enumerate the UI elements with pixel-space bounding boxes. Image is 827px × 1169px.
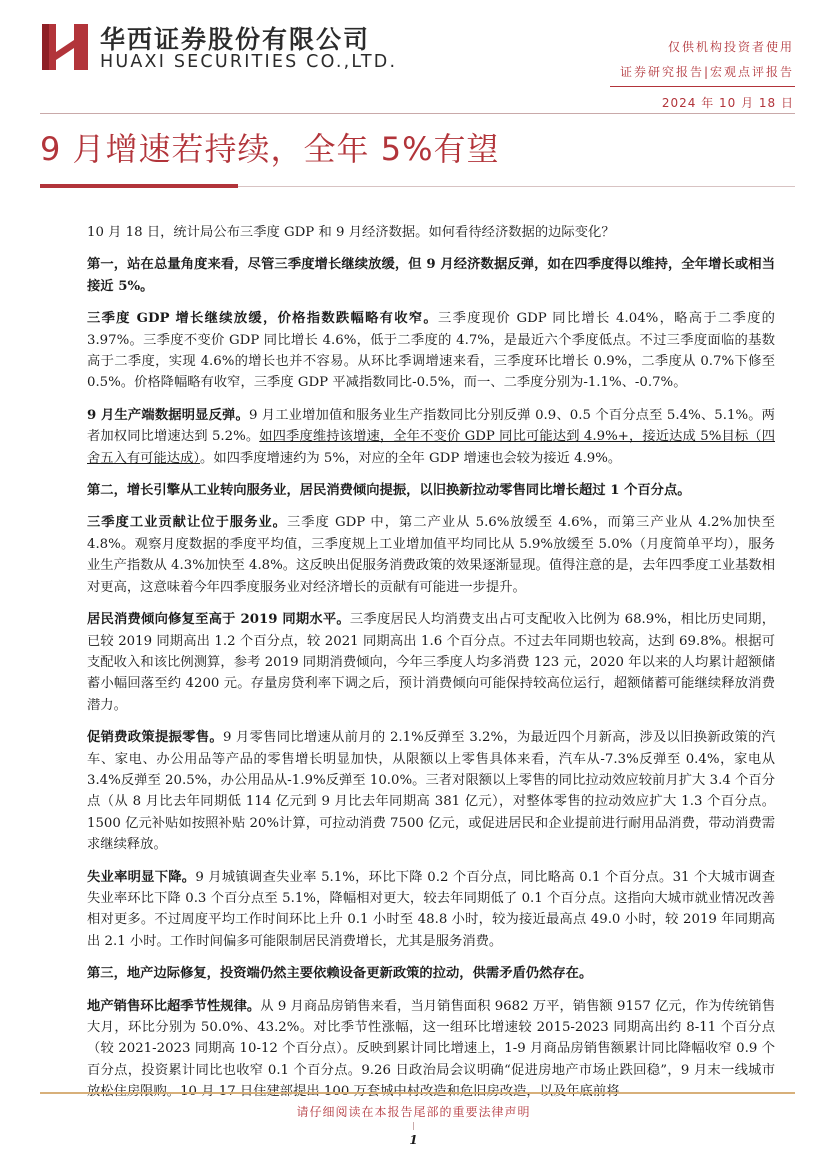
paragraph-lead: 9 月生产端数据明显反弹。 xyxy=(87,407,249,423)
paragraph-lead: 三季度 GDP 增长继续放缓，价格指数跌幅略有收窄。 xyxy=(87,311,439,327)
report-type: 证券研究报告|宏观点评报告 xyxy=(619,65,794,79)
huaxi-logo-icon xyxy=(40,22,90,72)
legal-notice: 请仔细阅读在本报告尾部的重要法律声明 xyxy=(296,1105,531,1119)
company-name-en: HUAXI SECURITIES CO.,LTD. xyxy=(100,52,398,72)
header-rule xyxy=(40,113,795,114)
paragraph-lead: 促销费政策提振零售。 xyxy=(87,730,223,746)
section-heading-1: 第一，站在总量角度来看，尽管三季度增长继续放缓，但 9 月经济数据反弹，如在四季度得以维持，全年增长或相当接近 5%。 xyxy=(87,257,775,294)
company-name-cn: 华西证券股份有限公司 xyxy=(100,25,371,54)
intro-paragraph: 10 月 18 日，统计局公布三季度 GDP 和 9 月经济数据。如何看待经济数据的边际变化？ xyxy=(87,225,615,240)
paragraph-text: 三季度现价 GDP 同比增长 4.04%，略高于二季度的 3.97%。三季度不变价 GDP 同比增长 4.6%，低于二季度的 4.7%，是最近六个季度低点。不过三季度面临的基数高于二季度，实现 4.6%的增长也并不容易。从环比季调增速来看，三季度环比增长 0.9%，二季度从 0.7%下修至 0.5%。价格降幅略有收窄，三季度 GDP 平减指数同比-0.5%，而一、二季度分别为-1.1%、-0.7%。 xyxy=(87,311,775,391)
paragraph-retail xyxy=(87,727,775,855)
audience-note: 仅供机构投资者使用 xyxy=(667,40,794,54)
paragraph-text: 三季度 GDP 中，第二产业从 5.6%放缓至 4.6%，而第三产业从 4.2%加快至 4.8%。观察月度数据的季度平均值，三季度规上工业增加值平均同比从 5.9%放缓至 5.0%（月度简单平均），服务业生产指数从 4.3%加快至 4.8%。这反映出促服务消费政策的效果逐渐显现。值得注意的是，去年四季度工业基数相对更高，这意味着今年四季度服务业对经济增长的贡献有可能进一步提升。 xyxy=(87,515,775,595)
page-number: 1 xyxy=(409,1133,418,1147)
underlined-text: 如四季度维持该增速，全年不变价 GDP 同比可能达到 4.9%+，接近达成 5%目标（四舍五入有可能达成） xyxy=(87,429,775,466)
paragraph-text: 9 月零售同比增速从前月的 2.1%反弹至 3.2%，为最近四个月新高，涉及以旧换新政策的汽车、家电、办公用品等产品的零售增长明显加快，从限额以上零售具体来看，汽车从-7.3%反弹至 0.4%，家电从 3.4%反弹至 20.5%，办公用品从-1.9%反弹至 10.0%。三者对限额以上零售的同比拉动效应较前月扩大 3.4 个百分点（从 8 月比去年同期低 114 亿元到 9 月比去年同期高 381 亿元），对整体零售的拉动效应扩大 1.3 个百分点。1500 亿元补贴如按照补贴 20%计算，可拉动消费 7500 亿元，或促进居民和企业提前进行耐用品消费，带动消费需求继续释放。 xyxy=(87,730,776,853)
header-divider xyxy=(610,86,795,87)
paragraph-unemployment xyxy=(87,867,775,953)
paragraph-lead: 地产销售环比超季节性规律。 xyxy=(87,998,261,1014)
paragraph-text: 从 9 月商品房销售来看，当月销售面积 9682 万平，销售额 9157 亿元，作为传统销售大月，环比分别为 50.0%、43.2%。对比季节性涨幅，这一组环比增速较 2015-2023 同期高出约 8-11 个百分点（较 2021-2023 同期高 10-12 个百分点）。反映到累计同比增速上，1-9 月商品房销售额累计同比降幅收窄 0.9 个百分点，投资累计同比也收窄 0.1 个百分点。9.26 日政治局会议明确“促进房地产市场止跌回稳”，9 月末一线城市 xyxy=(87,998,776,1078)
section-heading-3: 第三，地产边际修复，投资端仍然主要依赖设备更新政策的拉动，供需矛盾仍然存在。 xyxy=(87,966,593,982)
paragraph-lead: 三季度工业贡献让位于服务业。 xyxy=(87,515,287,531)
footer-rule xyxy=(40,1092,795,1094)
paragraph-industry xyxy=(87,512,775,598)
paragraph-text: 。如四季度增速约为 5%，对应的全年 GDP 增速也会较为接近 4.9%。 xyxy=(200,450,622,466)
paragraph-lead: 居民消费倾向修复至高于 2019 同期水平。 xyxy=(87,612,350,628)
paragraph-text: 三季度居民人均消费支出占可支配收入比例为 68.9%，相比历史同期，已较 2019 同期高出 1.2 个百分点，较 2021 同期高出 1.6 个百分点。不过去年同期也较高，达到 69.8%。根据可支配收入和该比例测算，参考 2019 同期消费倾向，今年三季度人均多消费 123 元，2020 年以来的人均累计超额储蓄小幅回落至约 4200 元。存量房贷利率下调之后，预计消费倾向可能保持较高位运行，超额储蓄可能继续释放消费潜力。 xyxy=(87,612,775,713)
paragraph-lead: 失业率明显下降。 xyxy=(87,869,196,885)
report-body xyxy=(87,222,775,1114)
section-heading-2: 第二，增长引擎从工业转向服务业，居民消费倾向提振，以旧换新拉动零售同比增长超过 1 个百分点。 xyxy=(87,483,691,499)
paragraph-consumption xyxy=(87,609,775,716)
report-date: 2024 年 10 月 18 日 xyxy=(661,96,794,110)
paragraph-gdp xyxy=(87,308,775,394)
paragraph-text: 9 月工业增加值和服务业生产指数同比分别反弹 0.9、0.5 个百分点至 5.4%、5.1%。两者加权同比增速达到 5.2%。 xyxy=(87,407,775,445)
title-rule xyxy=(238,186,795,187)
report-title: 9 月增速若持续，全年 5%有望 xyxy=(40,130,500,168)
title-accent-bar xyxy=(40,184,238,188)
paragraph-property xyxy=(87,996,775,1103)
footer-separator xyxy=(413,1122,414,1130)
paragraph-text: 9 月城镇调查失业率 5.1%，环比下降 0.2 个百分点，同比略高 0.1 个百分点。31 个大城市调查失业率环比下降 0.3 个百分点至 5.1%，降幅相对更大，较去年同期低了 0.1 个百分点。这指向大城市就业情况改善相对更多。不过周度平均工作时间环比上升 0.1 小时至 48.8 小时，较为接近最高点 49.0 小时，较 2019 年同期高出 2.1 小时。工作时间偏多可能限制居民消费增长，尤其是服务消费。 xyxy=(87,869,775,949)
paragraph-production xyxy=(87,405,775,469)
